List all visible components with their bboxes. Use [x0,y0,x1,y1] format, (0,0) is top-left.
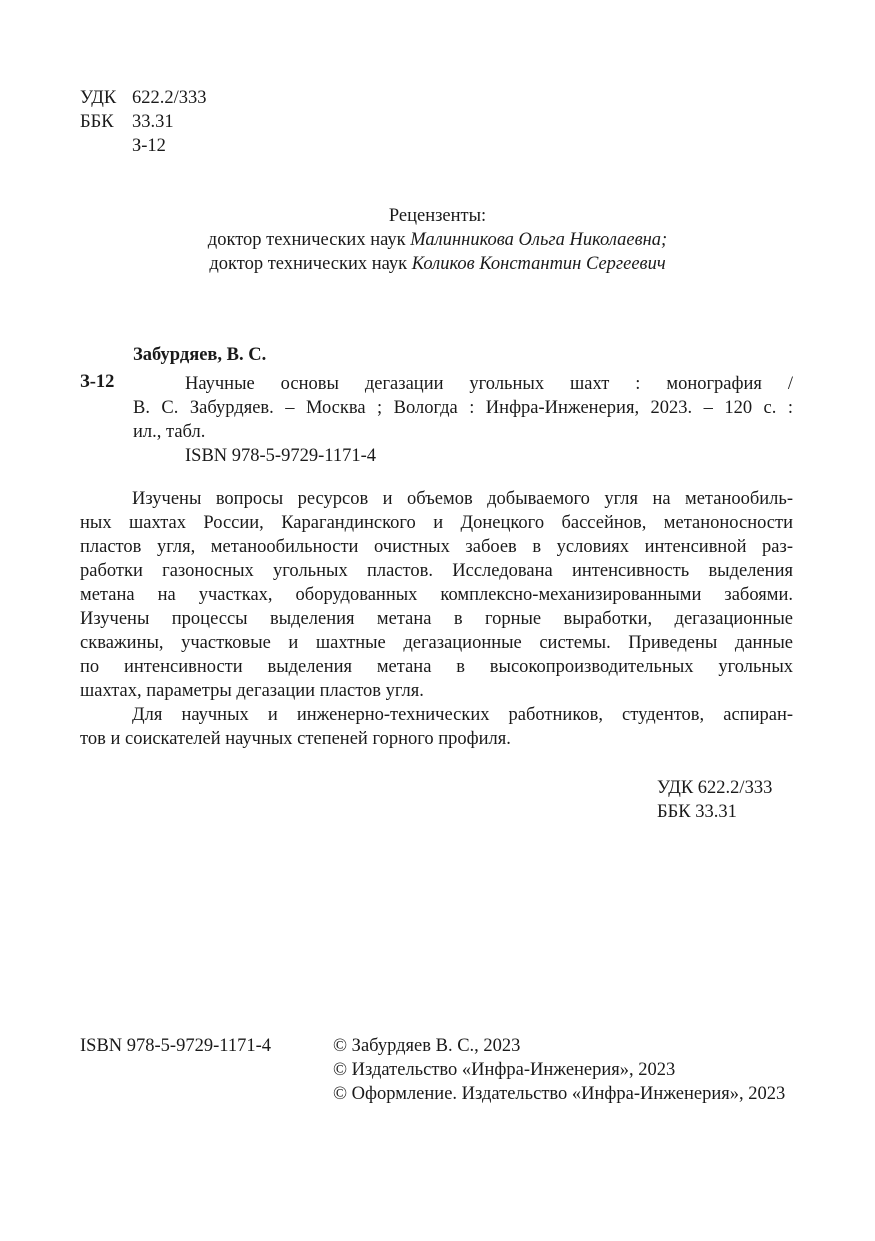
copyright-block [333,1034,785,1106]
udk-bottom: УДК 622.2/333 [657,778,773,798]
bbk-value: 33.31 [132,112,174,132]
biblio-line-1: Научные основы дегазации угольных шахт : монография / [185,374,793,394]
udk-label: УДК [80,88,117,108]
abstract-line: шахтах, параметры дегазации пластов угля. [80,681,424,701]
bibliographic-author: Забурдяев, В. С. [133,345,267,365]
reviewer-2 [0,252,875,276]
abstract-line: работки газоносных угольных пластов. Исследована интенсивность выделения [80,561,793,581]
abstract-line: ных шахтах России, Карагандинского и Донецкого бассейнов, метаноносности [80,513,793,533]
reviewer-1 [0,228,875,252]
biblio-line-2: В. С. Забурдяев. – Москва ; Вологда : Инфра-Инженерия, 2023. – 120 с. : [133,398,793,418]
abstract-line: по интенсивности выделения метана в высокопроизводительных угольных [80,657,793,677]
footer-isbn: ISBN 978-5-9729-1171-4 [80,1036,271,1056]
bbk-row [80,110,207,134]
reviewer-2-degree: доктор технических наук [209,254,412,274]
copyright-line: © Издательство «Инфра-Инженерия», 2023 [333,1060,676,1080]
abstract-line: Изучены процессы выделения метана в горные выработки, дегазационные [80,609,793,629]
reviewer-1-degree: доктор технических наук [207,230,411,250]
biblio-line-3: ил., табл. [133,422,206,442]
udk-row [80,86,207,110]
reviewers-block [0,204,875,276]
abstract [80,487,793,751]
bibliographic-code: З-12 [80,372,115,392]
reviewer-2-name: Коликов Константин Сергеевич [411,254,666,274]
abstract-line: Изучены вопросы ресурсов и объемов добываемого угля на метанообиль- [132,489,793,509]
copyright-line: © Забурдяев В. С., 2023 [333,1036,521,1056]
author-sign: З-12 [132,136,166,156]
audience-line: тов и соискателей научных степеней горного профиля. [80,729,511,749]
bbk-label: ББК [80,112,114,132]
classification-bottom [657,776,772,824]
classification-block [80,86,207,158]
reviewer-1-name: Малинникова Ольга Николаевна; [410,230,668,250]
bbk-bottom: ББК 33.31 [657,802,737,822]
abstract-line: пластов угля, метанообильности очистных забоев в условиях интенсивной раз- [80,537,793,557]
biblio-isbn: ISBN 978-5-9729-1171-4 [185,446,376,466]
audience-line: Для научных и инженерно-технических работников, студентов, аспиран- [132,705,793,725]
abstract-line: скважины, участковые и шахтные дегазационные системы. Приведены данные [80,633,793,653]
abstract-line: метана на участках, оборудованных комплексно-механизированными забоями. [80,585,793,605]
udk-value: 622.2/333 [132,88,207,108]
reviewers-heading: Рецензенты: [388,206,487,226]
bibliographic-description [133,372,793,468]
copyright-line: © Оформление. Издательство «Инфра-Инженерия», 2023 [333,1084,786,1104]
